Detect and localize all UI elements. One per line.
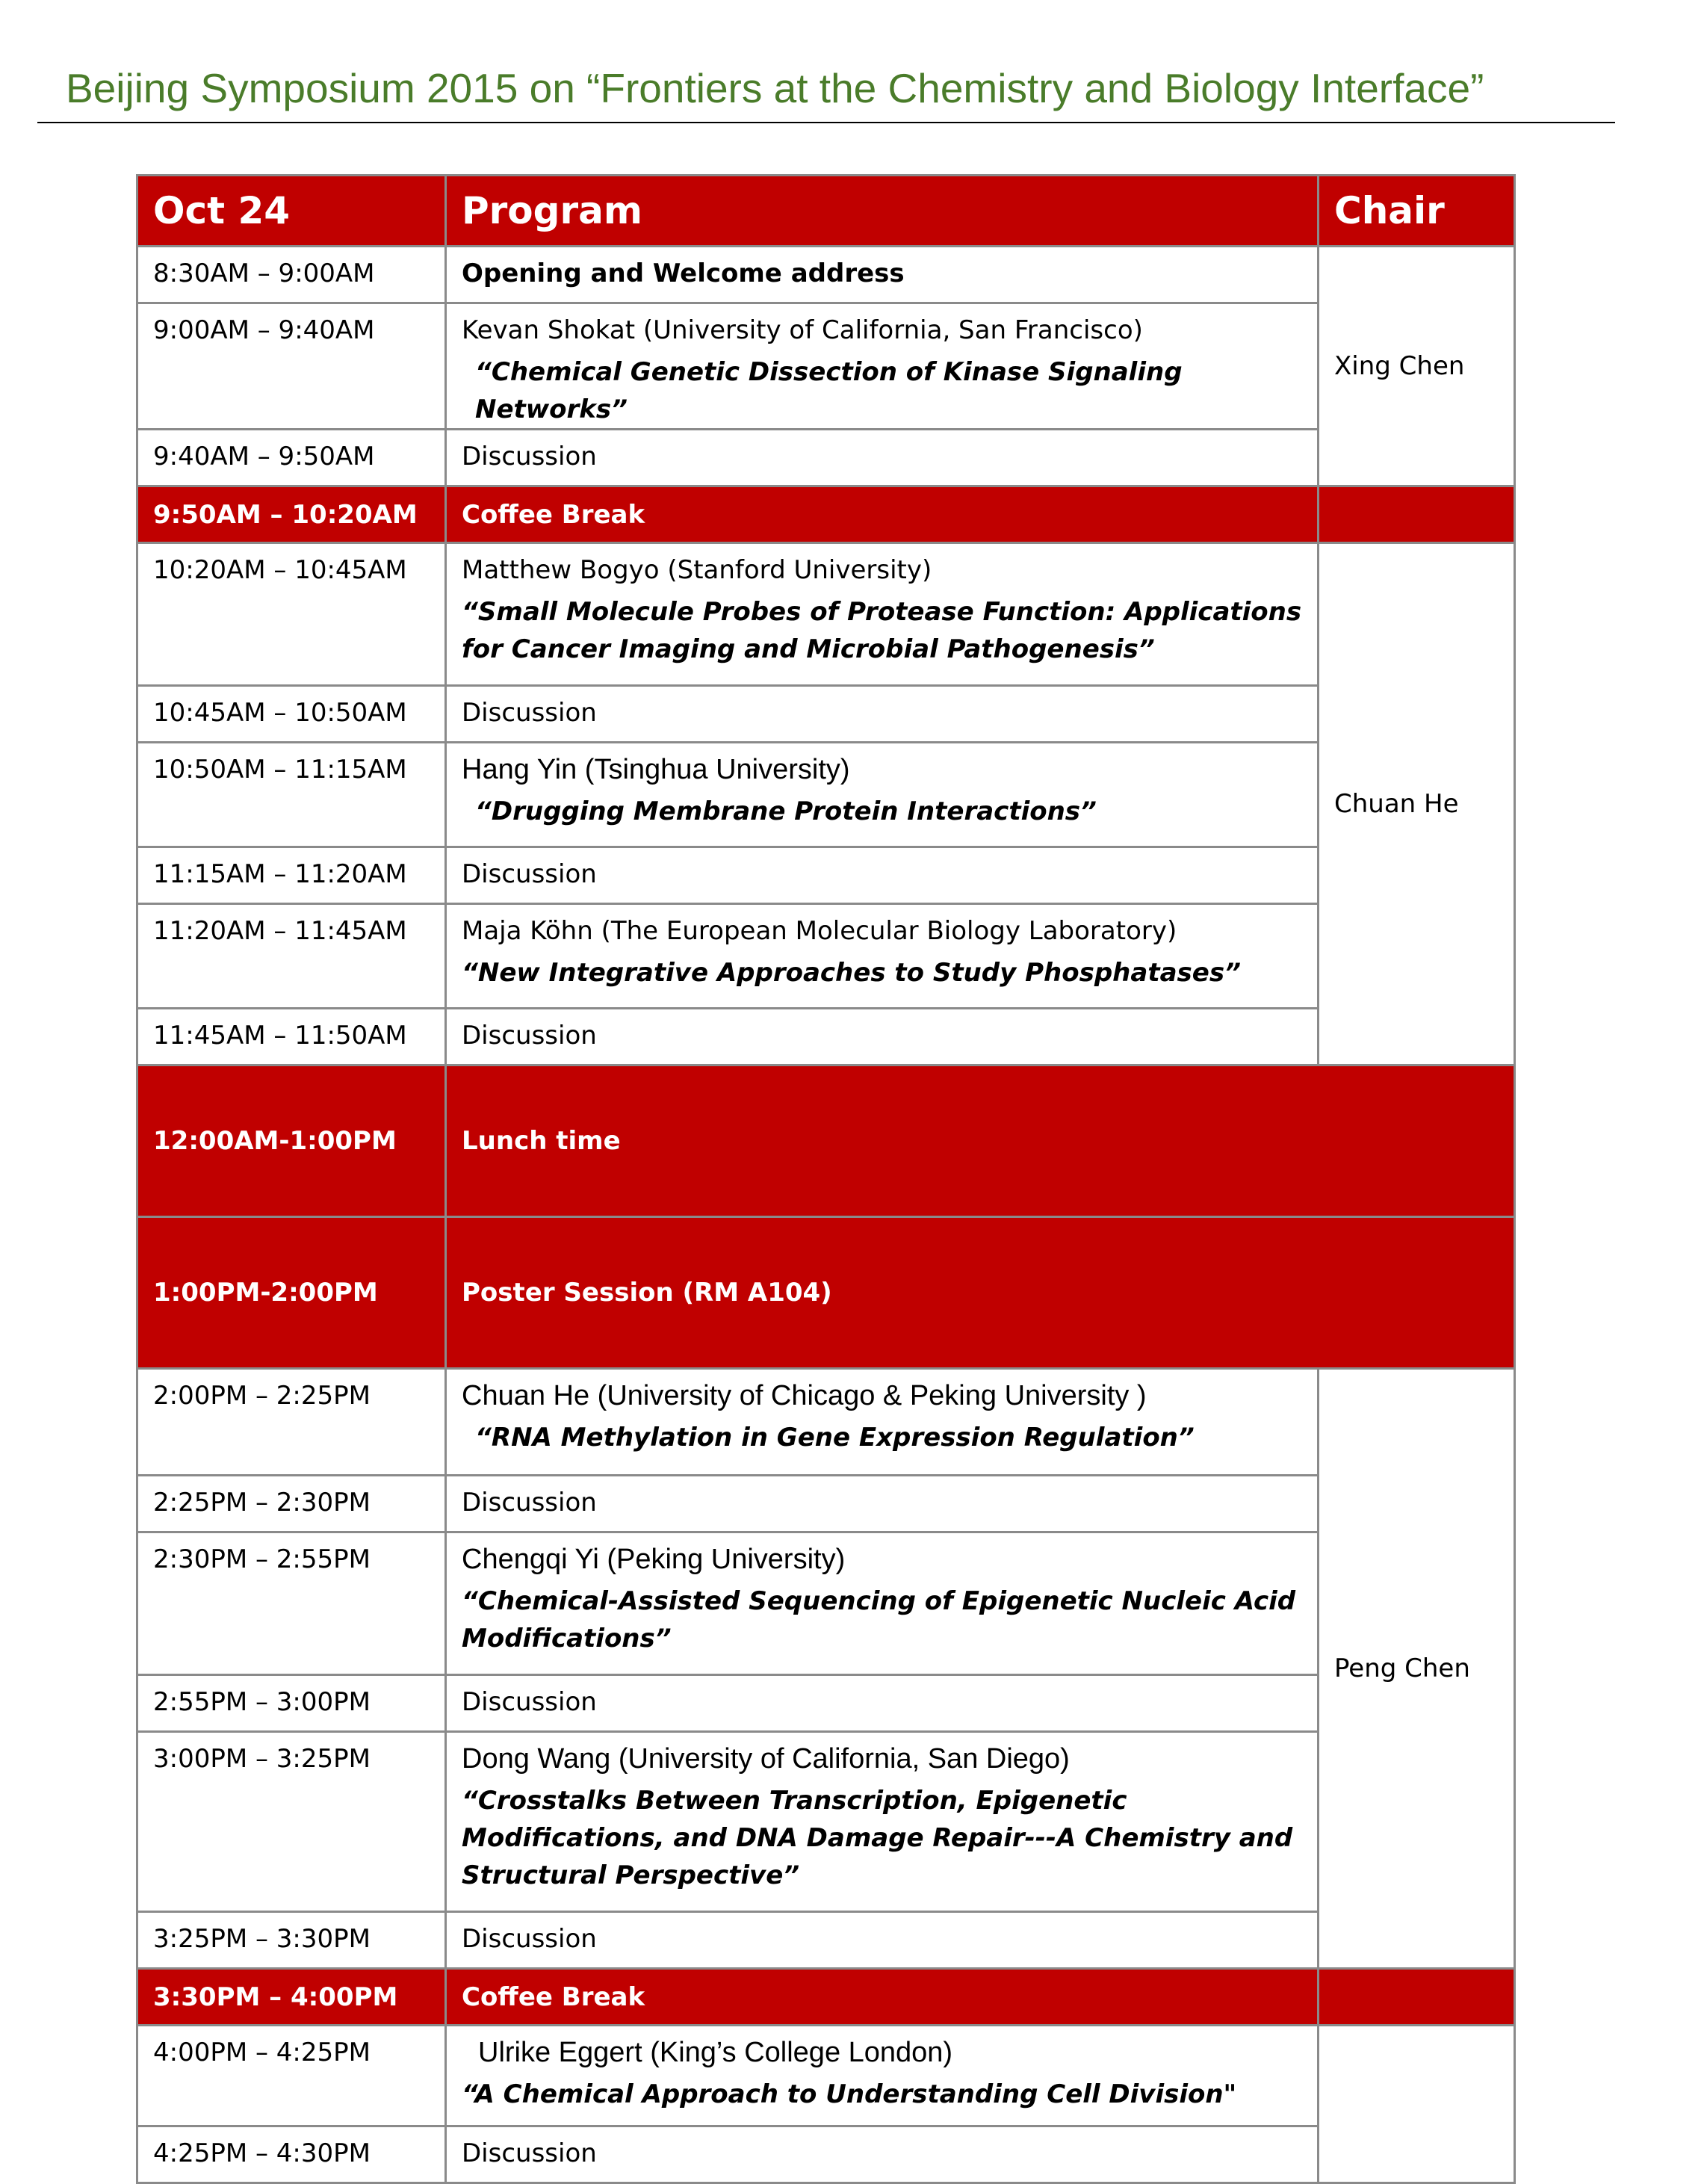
talk-title: “New Integrative Approaches to Study Phosphatases” [462,958,1241,988]
chair-cell-empty [1319,486,1515,543]
time-cell: 10:50AM – 11:15AM [137,743,446,847]
talk-cell [446,1532,1319,1675]
program-cell: Discussion [446,2126,1319,2183]
program-cell: Discussion [446,686,1319,743]
talk-cell [446,543,1319,686]
time-cell: 4:00PM – 4:25PM [137,2026,446,2126]
program-cell: Discussion [446,1675,1319,1732]
speaker-name: Kevan Shokat (University of California, San Francisco) [462,315,1143,345]
time-cell: 10:20AM – 10:45AM [137,543,446,686]
chair-cell: Peng Chen [1319,1369,1515,1969]
table-row-poster [137,1217,1515,1369]
table-row [137,1912,1515,1969]
program-cell: Discussion [446,1476,1319,1532]
speaker-name: Matthew Bogyo (Stanford University) [462,555,932,585]
header-date: Oct 24 [137,176,446,247]
program-cell: Discussion [446,430,1319,486]
program-cell: Discussion [446,1912,1319,1969]
table-row [137,904,1515,1009]
time-cell: 1:00PM-2:00PM [137,1217,446,1369]
chair-cell-empty [1319,2026,1515,2183]
table-row [137,430,1515,486]
program-cell: Opening and Welcome address [446,247,1319,303]
time-cell: 4:25PM – 4:30PM [137,2126,446,2183]
table-row [137,1532,1515,1675]
table-header-row [137,176,1515,247]
speaker-name: Chengqi Yi (Peking University) [462,1544,846,1575]
time-cell: 2:00PM – 2:25PM [137,1369,446,1476]
time-cell: 8:30AM – 9:00AM [137,247,446,303]
talk-cell [446,743,1319,847]
page-title: Beijing Symposium 2015 on “Frontiers at the Chemistry and Biology Interface” [66,65,1484,111]
talk-cell [446,904,1319,1009]
table-row [137,1732,1515,1912]
table-row [137,1369,1515,1476]
time-cell: 3:25PM – 3:30PM [137,1912,446,1969]
table-row-break [137,1969,1515,2026]
header-program: Program [446,176,1319,247]
time-cell: 11:45AM – 11:50AM [137,1009,446,1065]
talk-title: “A Chemical Approach to Understanding Cell Division" [462,2079,1237,2109]
time-cell: 3:30PM – 4:00PM [137,1969,446,2026]
table-row [137,2126,1515,2183]
table-row [137,847,1515,904]
talk-cell [446,1369,1319,1476]
time-cell: 9:00AM – 9:40AM [137,303,446,430]
header-chair: Chair [1319,176,1515,247]
time-cell: 2:30PM – 2:55PM [137,1532,446,1675]
talk-cell [446,303,1319,430]
table-row [137,543,1515,686]
talk-title: “RNA Methylation in Gene Expression Regulation” [475,1423,1195,1453]
talk-cell [446,1732,1319,1912]
table-row-lunch [137,1065,1515,1217]
table-row [137,2026,1515,2126]
table-row [137,743,1515,847]
time-cell: 2:25PM – 2:30PM [137,1476,446,1532]
schedule-table [136,174,1516,2184]
speaker-name: Hang Yin (Tsinghua University) [462,754,850,785]
speaker-name: Dong Wang (University of California, San Diego) [462,1743,1070,1775]
time-cell: 10:45AM – 10:50AM [137,686,446,743]
chair-cell: Xing Chen [1319,247,1515,486]
talk-title: “Small Molecule Probes of Protease Function: Applications for Cancer Imaging and Microbial Pathogenesis” [462,597,1302,664]
table-row [137,686,1515,743]
table-row [137,247,1515,303]
program-cell: Coffee Break [446,1969,1319,2026]
program-cell: Coffee Break [446,486,1319,543]
talk-title: “Crosstalks Between Transcription, Epigenetic Modifications, and DNA Damage Repair---A Chemistry and Structural Perspective” [462,1786,1293,1890]
time-cell: 3:00PM – 3:25PM [137,1732,446,1912]
speaker-name: Ulrike Eggert (King’s College London) [478,2037,953,2068]
program-cell: Discussion [446,1009,1319,1065]
table-row [137,1476,1515,1532]
time-cell: 11:15AM – 11:20AM [137,847,446,904]
program-cell: Poster Session (RM A104) [446,1217,1515,1369]
table-row [137,1675,1515,1732]
talk-cell [446,2026,1319,2126]
table-row [137,303,1515,430]
title-divider [37,122,1615,123]
time-cell: 9:40AM – 9:50AM [137,430,446,486]
speaker-name: Chuan He (University of Chicago & Peking University ) [462,1380,1147,1411]
talk-title: “Chemical-Assisted Sequencing of Epigenetic Nucleic Acid Modifications” [462,1586,1296,1654]
time-cell: 2:55PM – 3:00PM [137,1675,446,1732]
program-cell: Lunch time [446,1065,1515,1217]
time-cell: 9:50AM – 10:20AM [137,486,446,543]
speaker-name: Maja Köhn (The European Molecular Biology Laboratory) [462,916,1177,946]
time-cell: 12:00AM-1:00PM [137,1065,446,1217]
program-cell: Discussion [446,847,1319,904]
time-cell: 11:20AM – 11:45AM [137,904,446,1009]
talk-title: “Chemical Genetic Dissection of Kinase Signaling Networks” [475,357,1183,424]
table-row [137,1009,1515,1065]
chair-cell: Chuan He [1319,543,1515,1065]
talk-title: “Drugging Membrane Protein Interactions” [475,796,1097,826]
chair-cell-empty [1319,1969,1515,2026]
table-row-break [137,486,1515,543]
